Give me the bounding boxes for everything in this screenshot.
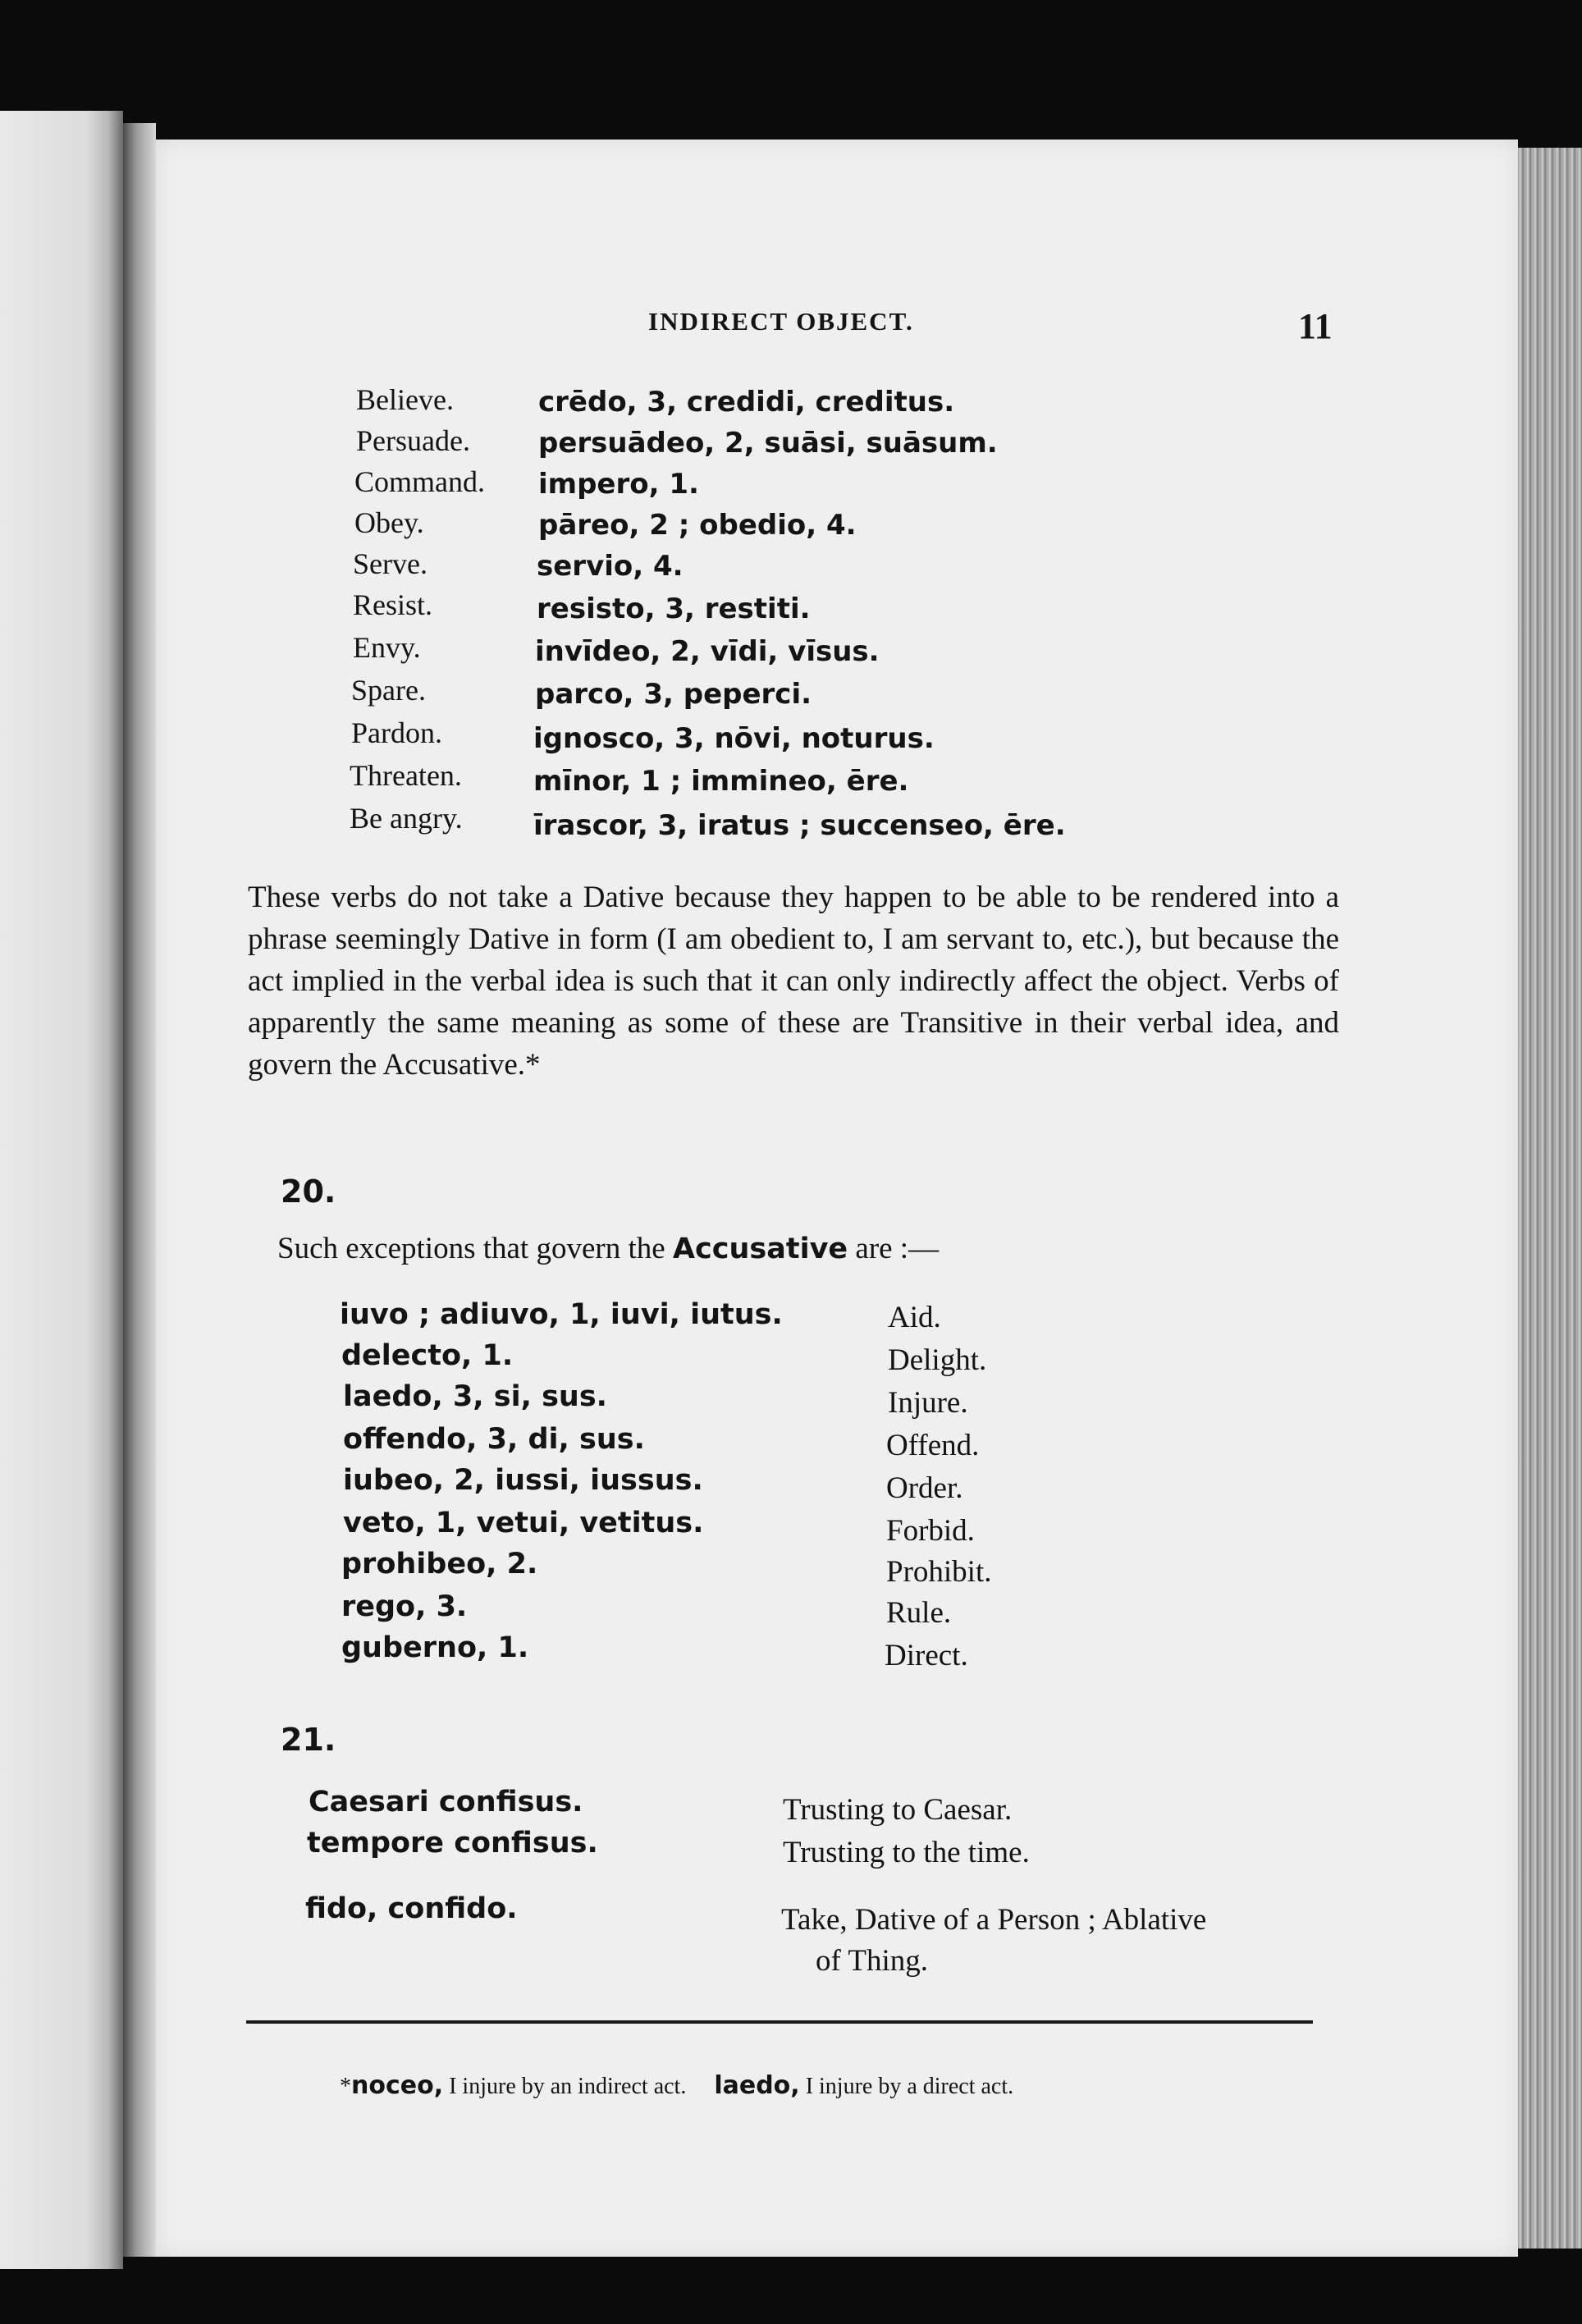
vocab-english: Envy.	[353, 631, 421, 664]
exception-latin: iubeo, 2, iussi, iussus.	[343, 1464, 703, 1497]
page-stack-edge	[1518, 148, 1582, 2249]
vocab-english: Believe.	[356, 383, 454, 416]
vocab-english: Serve.	[353, 547, 428, 580]
vocab-latin: invīdeo, 2, vīdi, vīsus.	[535, 635, 880, 668]
example-english: Trusting to the time.	[783, 1836, 1030, 1869]
vocab-latin: pāreo, 2 ; obedio, 4.	[538, 509, 857, 542]
lead-bold-term: Accusative	[672, 1233, 848, 1265]
lead-text: Such exceptions that govern the	[277, 1232, 673, 1265]
example-latin: Caesari confisus.	[309, 1786, 583, 1818]
vocab-latin: ignosco, 3, nōvi, noturus.	[533, 722, 935, 755]
exception-english: Forbid.	[886, 1514, 975, 1548]
exception-english: Direct.	[885, 1639, 968, 1672]
book-gutter	[123, 123, 156, 2257]
exception-latin: guberno, 1.	[341, 1631, 529, 1664]
exception-english: Rule.	[886, 1596, 952, 1630]
exception-english: Delight.	[888, 1343, 987, 1377]
explanatory-paragraph: These verbs do not take a Dative because they happen to be able to be rendered into a phrase seemingly Dative in form (I am obedient to, I am servant to, etc.), but because the act implied in the verbal idea is such that it can only indirectly affect the object. Verbs of apparently the same meaning as some of these are Transitive in their verbal idea, and govern the Accusative.*	[248, 881, 1339, 1082]
verb-note-english-cont: of Thing.	[816, 1944, 929, 1978]
footnote	[340, 2071, 1013, 2100]
previous-page-edge	[0, 111, 123, 2269]
vocab-english: Be angry.	[350, 802, 463, 835]
vocab-latin: īrascor, 3, iratus ; succenseo, ēre.	[533, 809, 1066, 842]
vocab-latin: servio, 4.	[537, 550, 684, 583]
footnote-text: I injure by an indirect act.	[443, 2074, 687, 2099]
vocab-latin: crēdo, 3, credidi, creditus.	[538, 386, 955, 419]
vocab-english: Spare.	[351, 674, 426, 707]
exception-latin: delecto, 1.	[341, 1339, 514, 1372]
exception-english: Order.	[886, 1471, 963, 1505]
example-latin: tempore confisus.	[307, 1827, 598, 1860]
verb-note-latin: fido, confido.	[305, 1892, 518, 1925]
vocab-latin: parco, 3, peperci.	[535, 678, 812, 711]
footnote-term: noceo,	[351, 2071, 444, 2100]
exception-latin: offendo, 3, di, sus.	[343, 1423, 645, 1456]
footnote-rule	[246, 2020, 1313, 2024]
section-20-lead	[277, 1231, 939, 1266]
vocab-latin: persuādeo, 2, suāsi, suāsum.	[538, 427, 998, 460]
exception-english: Offend.	[886, 1429, 980, 1462]
exception-latin: prohibeo, 2.	[341, 1548, 538, 1581]
vocab-latin: resisto, 3, restiti.	[537, 592, 811, 625]
vocab-latin: impero, 1.	[538, 468, 699, 501]
vocab-english: Command.	[354, 465, 485, 498]
vocab-english: Pardon.	[351, 716, 442, 749]
exception-english: Injure.	[888, 1386, 968, 1420]
exception-latin: rego, 3.	[341, 1590, 468, 1623]
exception-english: Aid.	[888, 1301, 941, 1334]
vocab-english: Persuade.	[356, 424, 470, 457]
section-number-21: 21.	[281, 1722, 336, 1758]
exception-latin: veto, 1, vetui, vetitus.	[343, 1507, 704, 1539]
vocab-english: Resist.	[353, 588, 433, 621]
running-head: INDIRECT OBJECT.	[648, 307, 914, 336]
page-number: 11	[1298, 306, 1333, 346]
verb-note-english: Take, Dative of a Person ; Ablative	[781, 1903, 1207, 1937]
vocab-english: Obey.	[354, 506, 424, 539]
section-number-20: 20.	[281, 1173, 336, 1210]
lead-text-end: are :—	[848, 1232, 940, 1265]
footnote-text: I injure by a direct act.	[799, 2074, 1014, 2099]
footnote-term: laedo,	[714, 2071, 800, 2100]
exception-latin: iuvo ; adiuvo, 1, iuvi, iutus.	[340, 1298, 783, 1331]
exception-english: Prohibit.	[886, 1555, 992, 1589]
exception-latin: laedo, 3, si, sus.	[343, 1380, 607, 1413]
example-english: Trusting to Caesar.	[783, 1793, 1013, 1827]
vocab-latin: mīnor, 1 ; immineo, ēre.	[533, 765, 909, 798]
footnote-marker: *	[340, 2074, 351, 2099]
vocab-english: Threaten.	[350, 759, 462, 792]
